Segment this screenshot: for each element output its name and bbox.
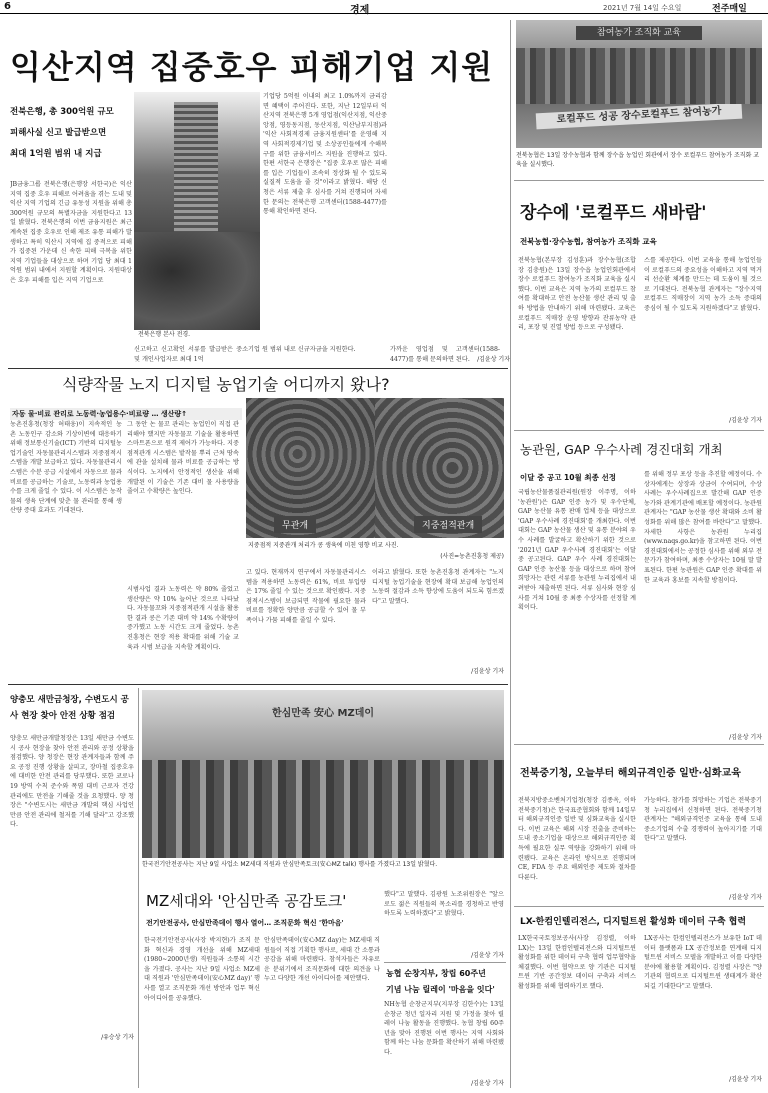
- a8-headline: 농협 순창지부, 창립 60주년: [386, 969, 486, 978]
- a7-body-col3: 했다"고 말했다. 김광원 노조위원장은 "앞으로도 젊은 직원들의 목소리를 경청하고 반영하도록 노력하겠다"고 밝혔다.: [384, 891, 504, 918]
- a6-byline: /유승상 기자: [101, 1034, 134, 1041]
- a7-headline: MZ세대와 '안심만족 공감토크': [146, 892, 347, 910]
- a3-photo-caption: 전북농협은 13일 장수농협과 함께 장수읍 농업인 회관에서 장수 로컬푸드 참여농가 조직화 교육을 실시했다.: [516, 152, 760, 168]
- a4-body-col1: 국립농산물품질관리원(원장 이주명, 이하 '농관원')은 GAP 인증 농가 및 우수단체, GAP 농산물 유통 판매 업체 등을 대상으로 'GAP 우수사례 경진대회'를 개최한다. 이번 대회는 GAP 농산물 생산 및 유통 분야의 우수 사례를 발굴하고 확산하기 위한 것으로 '2021년 GAP 우수사례 경진대회'는 이달 중 공고된다. GAP 우수 사례 경진대회는 GAP 인증 농산물 등을 대상으로 하며 참여 희망자는 관련 서류를 농관원 누리집에서 내려받아 제출하면 된다. 서류 심사와 현장 심사를 거쳐 10월 중 최종 수상자를 선정할 계획이다.: [518, 489, 636, 612]
- a7-byline: /김윤상 기자: [471, 952, 504, 959]
- a1-subheads: [10, 102, 120, 164]
- paper-name: 전주매일: [712, 4, 747, 14]
- a2-body-col3: 시범사업 결과 노동력은 약 80% 줄었고 생산량은 약 10% 늘어난 것으로 나타났다. 자동물꼬와 지중점적관개 시설을 활용한 결과 콩은 기존 대비 약 14% 수확량이 증가했고 노동 시간도 크게 줄었다. 농촌진흥청은 현장 적용 확대를 위해 기술 교육과 시범 보급을 지속할 계획이다.: [127, 586, 239, 651]
- a8-body: NH농협 순창군지부(지부장 김한수)는 13일 순창군 청년 일자리 지원 및 가정을 찾아 릴레이 나눔 활동을 진행했다. 농협 창립 60주년을 맞아 진행된 이번 행사는 지역 사회와 함께 하는 나눔 문화를 확산하기 위해 마련됐다.: [384, 1001, 504, 1057]
- issue-date: 2021년 7월 14일 수요일: [603, 4, 682, 12]
- a1-body-col4: 기업당 5억원 이내의 최고 1.0%까지 금리감면 혜택이 주어진다. 또한, 지난 12일부터 익산지역 전북은행 5개 영업점(익산지점, 익산중앙점, 영등동지점, 동산지점, 익산남부지점)과 '익산 사회적경제 금융지원센터'를 운영해 지역 사회적경제기업 및 소상공인들에게 수해복구를 위한 금융서비스 지원을 진행하고 있다. 한편 서한국 은행장은 "집중 호우로 많은 피해를 입은 기업들이 조속히 정상화 될 수 있도록 실질적 도움을 줄 것"이라고 밝혔다. 해당 신청은 서류 제출 후 심사를 거쳐 진행되며 자세한 문의는 전북은행 고객센터(1588-4477)를 통해 확인하면 된다.: [263, 93, 387, 216]
- a4-byline: /김윤상 기자: [729, 734, 762, 741]
- a4-body-col2: 를 위해 정부 포상 등을 추진할 예정이다. 수상자에게는 상장과 상금이 수여되며, 수상 사례는 우수사례집으로 발간해 GAP 인증 농가와 관계기관에 배포할 예정이다. 농관원 관계자는 "GAP 농산물 생산 확대와 소비 활성화를 위해 많은 참여를 바란다"고 말했다. 자세한 사항은 농관원 누리집(www.naqs.go.kr)을 참고하면 된다. 이번 경진대회에서는 공정한 심사를 위해 외부 전문가가 참여하며, 최종 수상자는 10월 말 발표된다. 한편 농관원은 GAP 인증 확대를 위한 교육과 홍보를 지속할 방침이다.: [644, 471, 762, 584]
- a2-soybean-photo: [246, 398, 504, 538]
- a1-body-col3b: 원 범위 내로 신규자금을 지원한다.: [262, 346, 356, 353]
- a8-subhead: 기념 나눔 릴레이 '마음을 잇다': [386, 985, 495, 994]
- a2-photo-caption: 지중점적 지중관개 처리가 콩 생육에 미친 영향 비교 사진.: [248, 542, 399, 549]
- a1-sub-3: 최대 1억원 범위 내 지급: [10, 148, 102, 159]
- section-name: 경제: [350, 5, 370, 16]
- a3-photo-banner2: 로컬푸드 성공 장수로컬푸드 참여농가: [536, 103, 743, 130]
- a7-photo-banner: 한심만족 安心 MZ데이: [271, 708, 375, 719]
- a1-body-col5: 가까운 영업점 및 고객센터(1588-4477)를 통해 문의하면 된다.: [390, 346, 500, 363]
- a3-photo-banner: 참여농가 조직화 교육: [576, 26, 702, 40]
- a7-subhead: 전기안전공사, 안심만족데이 행사 열어… 조직문화 혁신 '한마음': [146, 919, 344, 927]
- masthead: [0, 0, 768, 14]
- a7-body-col1: 한국전기안전공사(사장 박지현)가 조직 문화 혁신과 경영 개선을 위해 MZ세대(1980~2000년생) 직원들과 소통의 시간을 가졌다. 공사는 지난 9일 사업소 MZ세대 직원과 '안심만족데이(安心MZ day)' 행사를 열고 조직문화 개선 방안과 업무 혁신 아이디어를 공유했다.: [144, 937, 260, 1002]
- a2-body-col1: 농촌진흥청(청장 허태웅)이 지속적인 농촌 노동인구 감소와 기상이변에 대응하기 위해 정보통신기술(ICT) 기반의 디지털농업기술인 자동물관리시스템과 지중점적시스템을 개발 보급하고 있다. 자동물관리시스템은 수분 공급 시설에서 자동으로 물과 비료를 공급하는 기술로, 노동력과 농업용수를 크게 줄일 수 있다. 이 시스템은 농작물의 생육 단계에 맞춘 물 관리를 통해 생산량 증대 효과도 기대된다.: [10, 421, 122, 515]
- a3-body-col1: 전북농협(본부장 김성훈)과 장수농협(조합장 김충원)은 13일 장수읍 농업인회관에서 장수 로컬푸드 참여농가 조직화 교육을 실시했다. 이번 교육은 지역 농가의 로컬푸드 참여를 확대하고 안전 농산물 생산 관리 및 출하 방법을 안내하기 위해 마련됐다. 교육은 로컬푸드 직매장 운영 방향과 잔류농약 관리, 포장 및 진열 방법 등으로 구성됐다.: [518, 257, 636, 332]
- a7-photo-caption: 한국전기안전공사는 지난 9일 사업소 MZ세대 직원과 안심만족토크(安心MZ talk) 행사를 가졌다고 13일 밝혔다.: [142, 861, 438, 868]
- a1-bank-photo: [134, 92, 260, 330]
- a5-headline: 전북중기청, 오늘부터 해외규격인증 일반·심화교육: [520, 768, 741, 779]
- a9-body-col2: LX공사는 한컴인텔리전스가 보유한 IoT 데이터 플랫폼과 LX 공간정보를 연계해 디지털트윈 서비스 모델을 개발하고 이를 다양한 분야에 활용할 계획이다. 김정렬 사장은 "양 기관의 협력으로 디지털트윈 생태계가 확산되길 기대한다"고 말했다.: [644, 935, 762, 991]
- a3-byline: /김윤상 기자: [729, 417, 762, 424]
- a3-headline: 장수에 '로컬푸드 새바람': [520, 203, 707, 223]
- a1-sub-2: 피해사실 신고 발급받으면: [10, 127, 107, 138]
- a9-body-col1: LX한국국토정보공사(사장 김정렬, 이하 LX)는 13일 한컴인텔리전스와 디지털트윈 활성화를 위한 데이터 구축 협력 업무협약을 체결했다. 이번 협약으로 양 기관은 디지털트윈 기반 공간정보 데이터 구축과 서비스 활성화를 위해 협력하기로 했다.: [518, 935, 636, 991]
- a4-subhead: 이달 중 공고 10월 최종 선정: [520, 473, 616, 482]
- a5-body-col2: 가능하다. 참가를 희망하는 기업은 전북중기청 누리집에서 신청하면 된다. 전북중기청 관계자는 "해외규격인증 교육을 통해 도내 중소기업의 수출 경쟁력이 높아지기를 기대한다"고 말했다.: [644, 797, 762, 843]
- a8-byline: /김윤상 기자: [471, 1080, 504, 1087]
- a2-byline: /김윤상 기자: [471, 668, 504, 675]
- a5-body-col1: 전북지방중소벤처기업청(청장 김종옥, 이하 전북중기청)은 한국표준협회와 함께 14일부터 해외규격인증 일반 및 심화교육을 실시한다. 이번 교육은 해외 시장 진출을 준비하는 도내 중소기업을 대상으로 해외규격인증 획득에 필요한 실무 역량을 강화하기 위해 마련됐다. 교육은 온라인 방식으로 진행되며 CE, FDA 등 주요 해외인증 제도와 절차를 다룬다.: [518, 797, 636, 881]
- a9-byline: /김윤상 기자: [729, 1076, 762, 1083]
- a2-body-col2: 그 동안 논 물꼬 관리는 농업인이 직접 관리해야 했지만 자동물꼬 기술을 활용하면 스마트폰으로 원격 제어가 가능하다. 지중점적관개 시스템은 밭작물 뿌리 근처 땅속에 관을 설치해 물과 비료를 공급하는 방식이다. 노지에서 안정적인 생산을 위해 개발된 이 기술은 기존 대비 물 사용량을 줄이고 수확량은 높인다.: [127, 421, 239, 496]
- a1-body-col2b: 신고하고 신고확인 서류를 발급받은 중소기업 및 개인사업자로 최대 1억: [134, 346, 260, 363]
- a2-photo-tag-right: 지중점적관개: [414, 516, 482, 533]
- a1-headline: 익산지역 집중호우 피해기업 지원: [10, 48, 494, 86]
- a3-subhead: 전북농협·장수농협, 참여농가 조직화 교육: [520, 237, 657, 246]
- a1-body-col1: JB금융그룹 전북은행(은행장 서한국)은 익산지역 집중 호우 피해로 어려움을 겪는 도내 및 익산 지역 기업의 긴급 유동성 지원을 위해 총 300억원 규모의 특별자금을 지원한다고 13일 밝혔다. 전북은행의 이번 금융지원은 최근 계속된 집중 호우로 인해 제조 유통 피해가 발생하고 특히 익산시 지역에 집 중적으로 피해가 집중된 가운데 신 속한 피해 극복을 위한 지역 기업들을 대상으로 하며 기업 당 최대 1억원 범위 내에서 지원할 계획이다. 지원대상은 호우 피해를 입은 지역 기업으로: [10, 181, 132, 285]
- a1-byline: /김윤상 기자: [477, 356, 510, 363]
- a3-body-col2: 스를 제공한다. 이번 교육을 통해 농업인들이 로컬푸드의 중요성을 이해하고 지역 먹거리 선순환 체계를 만드는 데 도움이 될 것으로 기대된다. 전북농협 관계자는 "장수지역 로컬푸드 직매장이 지역 농가 소득 증대의 중심이 될 수 있도록 지원하겠다"고 밝혔다.: [644, 257, 762, 313]
- a2-body-col4: 고 있다. 현재까지 연구에서 자동물관리시스템을 적용하면 노동력은 61%, 비료 투입량은 17% 줄일 수 있는 것으로 확인됐다. 지중점적시스템이 보급되면 작물에 필요한 물과 비료를 정확한 양만큼 공급할 수 있어 물 부족이나 가뭄 피해를 줄일 수 있다.: [246, 569, 366, 625]
- a1-sub-1: 전북은행, 총 300억원 규모: [10, 107, 114, 117]
- a2-subhead: 자동 물·비료 관리로 노동력·농업용수·비료량 … 생산량↑: [10, 408, 242, 420]
- a3-group-photo: [516, 20, 762, 148]
- a9-headline: LX-한컴인텔리전스, 디지털트윈 활성화 데이터 구축 협력: [520, 917, 747, 927]
- a2-headline: 식량작물 노지 디지털 농업기술 어디까지 왔나?: [62, 375, 390, 394]
- a7-body-col2: 안심만족데이(安心MZ day)는 MZ세대 직원들이 직접 기획한 행사로, 세대 간 소통과 공감을 위해 마련됐다. 참석자들은 자유로운 분위기에서 조직문화에 대한 의견을 나누고 다양한 개선 아이디어를 제안했다.: [264, 937, 380, 983]
- a2-body-col5: 이라고 밝혔다. 또한 농촌진흥청 관계자는 "노지 디지털 농업기술을 현장에 확대 보급해 농업인의 노동력 절감과 소득 향상에 도움이 되도록 힘쓰겠다"고 말했다.: [372, 569, 504, 605]
- a1-photo-caption: 전북은행 본사 전경.: [138, 331, 191, 338]
- page-number: 6: [4, 1, 11, 12]
- a2-photo-credit: (사진=농촌진흥청 제공): [440, 553, 504, 560]
- a6-headline: 양충모 새만금청장, 수변도시 공사 현장 찾아 안전 상황 점검: [10, 695, 129, 722]
- a7-event-photo: [142, 690, 504, 858]
- a5-byline: /김윤상 기자: [729, 894, 762, 901]
- a4-headline: 농관원, GAP 우수사례 경진대회 개최: [520, 442, 723, 457]
- a6-body: 양충모 새만금개발청장은 13일 새만금 수변도시 공사 현장을 찾아 안전 관리와 공정 상황을 점검했다. 양 청장은 현장 관계자들과 함께 주요 공정 진행 상황을 살피고, 장마철 집중호우에 대비한 안전 관리를 당부했다. 또한 코로나19 방역 수칙 준수와 폭염 대비 근로자 건강 관리에도 만전을 기해줄 것을 요청했다. 양 청장은 "수변도시는 새만금 개발의 핵심 사업인 만큼 안전 관리에 철저를 기해 달라"고 강조했다.: [10, 735, 134, 829]
- a2-photo-tag-left: 무관개: [274, 516, 316, 533]
